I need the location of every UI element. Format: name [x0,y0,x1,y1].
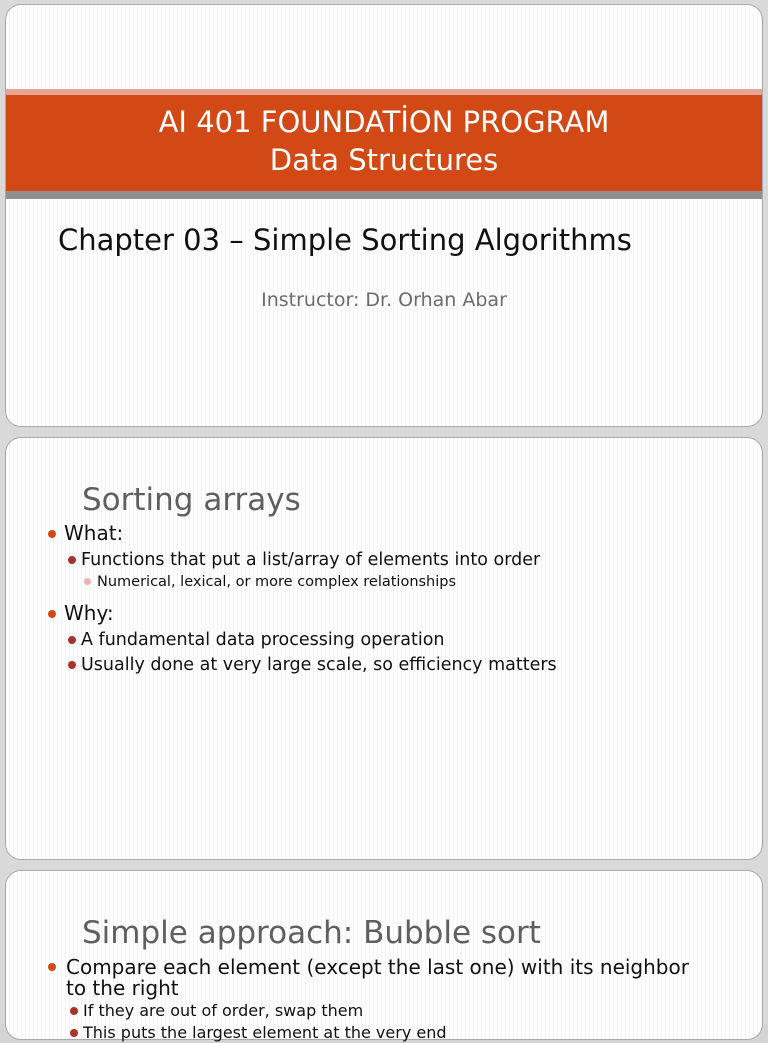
title-band-shadow-stripe [6,191,762,199]
chapter-title: Chapter 03 – Simple Sorting Algorithms [58,223,632,257]
course-title-line2: Data Structures [269,143,499,177]
bullet-compare: Compare each element (except the last one) with its neighbor to the right [46,957,692,999]
bullet-why: Why: [46,600,692,627]
slide-sorting-arrays [5,437,763,860]
sub-bullet-scale: Usually done at very large scale, so efficiency matters [46,653,692,677]
sub-bullet-largest-end: This puts the largest element at the very end [46,1023,692,1043]
sub-sub-bullet-relationships: Numerical, lexical, or more complex relationships [46,572,692,592]
course-title [6,103,762,179]
slide-bubble-sort [5,870,763,1040]
slide-heading: Sorting arrays [82,482,301,518]
sub-bullet-functions: Functions that put a list/array of elements into order [46,548,692,572]
bullet-what: What: [46,520,692,547]
bullet-list [46,518,692,677]
course-title-line1: AI 401 FOUNDATİON PROGRAM [158,105,610,139]
sub-bullet-fundamental: A fundamental data processing operation [46,628,692,652]
slide-title-page [5,4,763,427]
slide-heading: Simple approach: Bubble sort [82,915,541,951]
bullet-list [46,957,692,1043]
sub-bullet-swap: If they are out of order, swap them [46,1001,692,1021]
instructor-name: Instructor: Dr. Orhan Abar [261,289,507,311]
